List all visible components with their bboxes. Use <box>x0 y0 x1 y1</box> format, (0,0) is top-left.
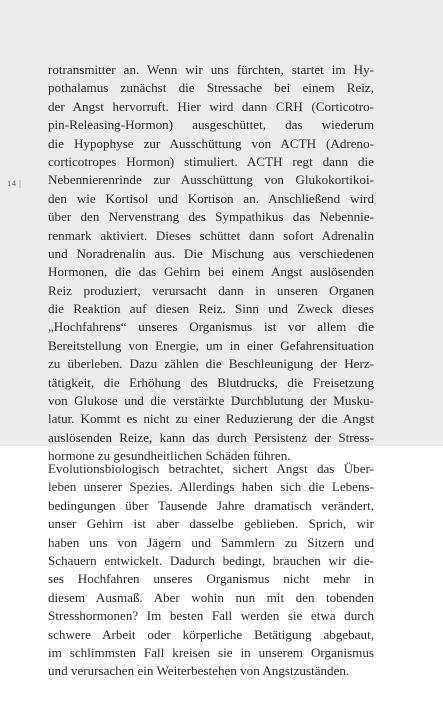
text-line: der Angst hervorruft. Hier wird dann CRH (Corticotro- <box>48 98 374 114</box>
text-line: Hormonen, die das Gehirn bei einem Angst auslösenden <box>48 264 374 280</box>
text-line: und verursachen ein Weiterbestehen von Angstzuständen. <box>48 663 350 679</box>
paragraph-evolution <box>48 460 374 681</box>
text-line: leben unserer Spezies. Allerdings haben sich die Lebens- <box>48 479 374 495</box>
text-line: von Glukose und die verstärkte Durchblutung der Musku- <box>48 393 374 409</box>
page-number: 14 | <box>7 178 22 188</box>
paragraph-stress-hormones <box>48 61 374 466</box>
text-line: auslösenden Reize, kann das durch Persistenz der Stress- <box>48 429 374 445</box>
text-line: Reiz produziert, verursacht dann in unseren Organen <box>48 282 374 298</box>
text-line: pothalamus zunächst die Stressache bei einem Reiz, <box>48 80 374 96</box>
text-line: tätigkeit, die Erhöhung des Blutdrucks, die Freisetzung <box>48 374 374 390</box>
text-line: unser Gehirn ist aber dasselbe geblieben. Sprich, wir <box>48 516 374 532</box>
text-line: über den Nervenstrang des Sympathikus das Nebennie- <box>48 209 374 225</box>
text-line: „Hochfahrens“ unseres Organismus ist vor allem die <box>48 319 374 335</box>
text-line: den wie Kortisol und Kortison an. Anschließend wird <box>48 190 374 206</box>
text-line: und Noradrenalin aus. Die Mischung aus verschiedenen <box>48 245 374 261</box>
text-line: Evolutionsbiologisch betrachtet, sichert Angst das Über- <box>48 461 374 476</box>
text-line: pin-Releasing-Hormon) ausgeschüttet, das wiederum <box>48 117 374 133</box>
text-line: hormone zu gesundheitlichen Schäden führen. <box>48 448 291 464</box>
text-line: Bereitstellung von Energie, um in einer Gefahrensituation <box>48 337 374 353</box>
text-line: corticotropes Hormon) stimuliert. ACTH regt dann die <box>48 153 374 169</box>
text-line: bedingungen über Tausende Jahre dramatisch verändert, <box>48 497 374 513</box>
text-line: rotransmitter an. Wenn wir uns fürchten, startet im Hy- <box>48 62 374 77</box>
text-line: zu überleben. Dazu zählen die Beschleunigung der Herz- <box>48 356 374 372</box>
text-line: latur. Kommt es nicht zu einer Reduzierung der die Angst <box>48 411 374 427</box>
text-line: Nebennierenrinde zur Ausschüttung von Glukokortikoi- <box>48 172 374 188</box>
text-line: im schlimmsten Fall kreisen sie in unserem Organismus <box>48 644 374 660</box>
text-line: Schauern entwickelt. Dadurch bedingt, brauchen wir die- <box>48 552 374 568</box>
text-line: schwere Arbeit oder körperliche Betätigung abgebaut, <box>48 626 374 642</box>
text-line: diesem Ausmaß. Aber wohin nun mit den tobenden <box>48 589 374 605</box>
text-line: die Hypophyse zur Ausschüttung von ACTH (Adreno- <box>48 135 374 151</box>
text-line: haben uns von Jägern und Sammlern zu Sitzern und <box>48 534 374 550</box>
text-line: Stresshormonen? Im besten Fall werden sie etwa durch <box>48 608 374 624</box>
text-line: die Reaktion auf diesen Reiz. Sinn und Zweck dieses <box>48 301 374 317</box>
text-line: renmark aktiviert. Dieses schüttet dann sofort Adrenalin <box>48 227 374 243</box>
text-line: ses Hochfahren unseres Organismus nicht mehr in <box>48 571 374 587</box>
